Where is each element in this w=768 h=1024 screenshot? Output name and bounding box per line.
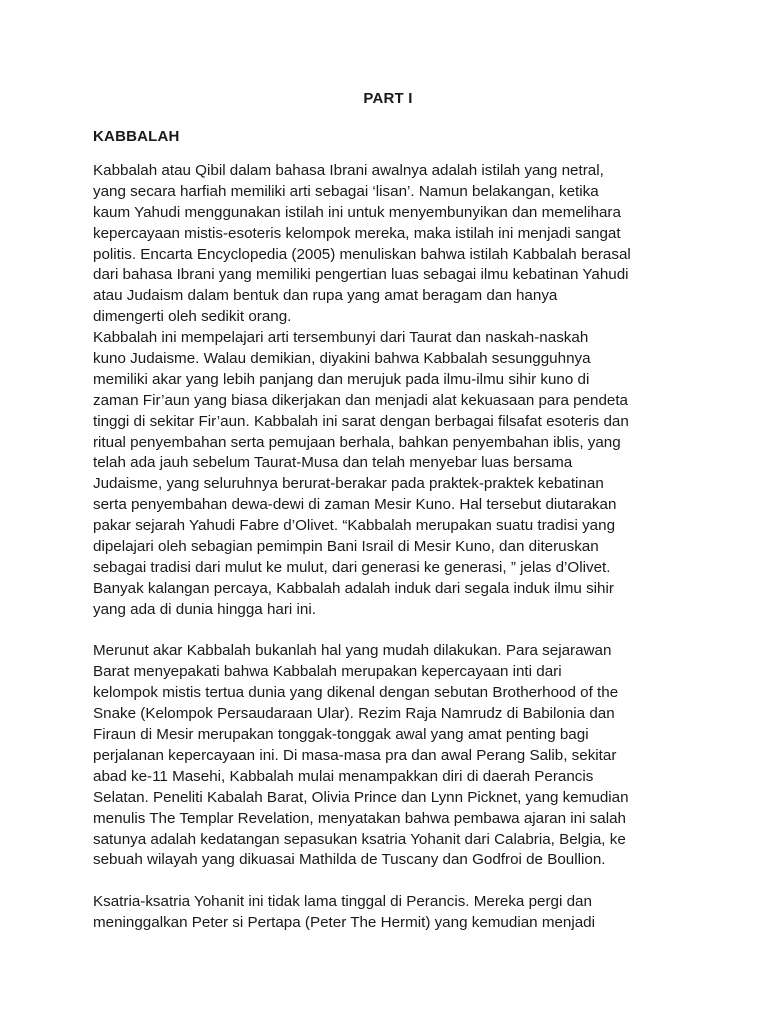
paragraph-2 — [93, 328, 683, 620]
text-line: kuno Judaisme. Walau demikian, diyakini bahwa Kabbalah sesungguhnya — [93, 350, 591, 368]
paragraph-spacer — [93, 871, 683, 892]
text-line: pakar sejarah Yahudi Fabre d’Olivet. “Kabbalah merupakan suatu tradisi yang — [93, 517, 616, 535]
text-line: kelompok mistis tertua dunia yang dikenal dengan sebutan Brotherhood of the — [93, 684, 619, 702]
text-line: sebagai tradisi dari mulut ke mulut, dari generasi ke generasi, ” jelas d’Olivet. — [93, 558, 611, 576]
part-heading: PART I — [363, 90, 413, 107]
text-line: Kabbalah atau Qibil dalam bahasa Ibrani awalnya adalah istilah yang netral, — [93, 162, 604, 179]
paragraph-3 — [93, 641, 683, 871]
text-line: dari bahasa Ibrani yang memiliki pengertian luas sebagai ilmu kebatinan Yahudi — [93, 266, 629, 284]
text-line: dipelajari oleh sebagian pemimpin Bani Israil di Mesir Kuno, dan diteruskan — [93, 538, 599, 556]
text-line: meninggalkan Peter si Pertapa (Peter The Hermit) yang kemudian menjadi — [93, 914, 596, 932]
text-line: zaman Fir’aun yang biasa dikerjakan dan menjadi alat kekuasaan para pendeta — [93, 391, 629, 409]
text-line: tinggi di sekitar Fir’aun. Kabbalah ini sarat dengan berbagai filsafat esoteris dan — [93, 412, 629, 430]
text-line: kaum Yahudi menggunakan istilah ini untuk menyembunyikan dan memelihara — [93, 203, 621, 221]
text-line: Barat menyepakati bahwa Kabbalah merupakan kepercayaan inti dari — [93, 663, 562, 681]
text-line: Judaisme, yang seluruhnya berurat-berakar pada praktek-praktek kebatinan — [93, 475, 604, 493]
text-line: Snake (Kelompok Persaudaraan Ular). Rezim Raja Namrudz di Babilonia dan — [93, 705, 615, 723]
text-line: dimengerti oleh sedikit orang. — [93, 308, 292, 326]
text-line: Kabbalah ini mempelajari arti tersembunyi dari Taurat dan naskah-naskah — [93, 329, 589, 347]
section-heading: KABBALAH — [93, 128, 180, 145]
text-line: atau Judaism dalam bentuk dan rupa yang amat beragam dan hanya — [93, 287, 558, 305]
paragraph-spacer — [93, 621, 683, 642]
text-line: Merunut akar Kabbalah bukanlah hal yang mudah dilakukan. Para sejarawan — [93, 642, 612, 660]
text-line: serta penyembahan dewa-dewi di zaman Mesir Kuno. Hal tersebut diutarakan — [93, 496, 617, 514]
text-line: satunya adalah kedatangan sepasukan ksatria Yohanit dari Calabria, Belgia, ke — [93, 830, 626, 848]
text-line: kepercayaan mistis-esoteris kelompok mereka, maka istilah ini menjadi sangat — [93, 224, 621, 242]
text-line: abad ke-11 Masehi, Kabbalah mulai menampakkan diri di daerah Perancis — [93, 767, 594, 785]
text-line: Ksatria-ksatria Yohanit ini tidak lama tinggal di Perancis. Mereka pergi dan — [93, 893, 592, 911]
text-line: perjalanan kepercayaan ini. Di masa-masa pra dan awal Perang Salib, sekitar — [93, 746, 617, 764]
text-line: sebuah wilayah yang dikuasai Mathilda de Tuscany dan Godfroi de Boullion. — [93, 851, 606, 869]
text-line: ritual penyembahan serta pemujaan berhala, bahkan penyembahan iblis, yang — [93, 433, 621, 451]
text-line: Firaun di Mesir merupakan tonggak-tonggak awal yang amat penting bagi — [93, 726, 589, 744]
text-line: yang ada di dunia hingga hari ini. — [93, 600, 316, 618]
text-line: telah ada jauh sebelum Taurat-Musa dan telah menyebar luas bersama — [93, 454, 573, 472]
text-line: Selatan. Peneliti Kabalah Barat, Olivia Prince dan Lynn Picknet, yang kemudian — [93, 788, 629, 806]
text-line: yang secara harfiah memiliki arti sebagai ‘lisan’. Namun belakangan, ketika — [93, 182, 599, 200]
paragraph-1 — [93, 161, 683, 328]
paragraph-4 — [93, 892, 683, 934]
text-line: politis. Encarta Encyclopedia (2005) menuliskan bahwa istilah Kabbalah berasal — [93, 245, 631, 263]
document-page — [93, 86, 683, 934]
text-line: menulis The Templar Revelation, menyatakan bahwa pembawa ajaran ini salah — [93, 809, 626, 827]
text-line: Banyak kalangan percaya, Kabbalah adalah induk dari segala induk ilmu sihir — [93, 579, 614, 597]
text-line: memiliki akar yang lebih panjang dan merujuk pada ilmu-ilmu sihir kuno di — [93, 370, 590, 388]
